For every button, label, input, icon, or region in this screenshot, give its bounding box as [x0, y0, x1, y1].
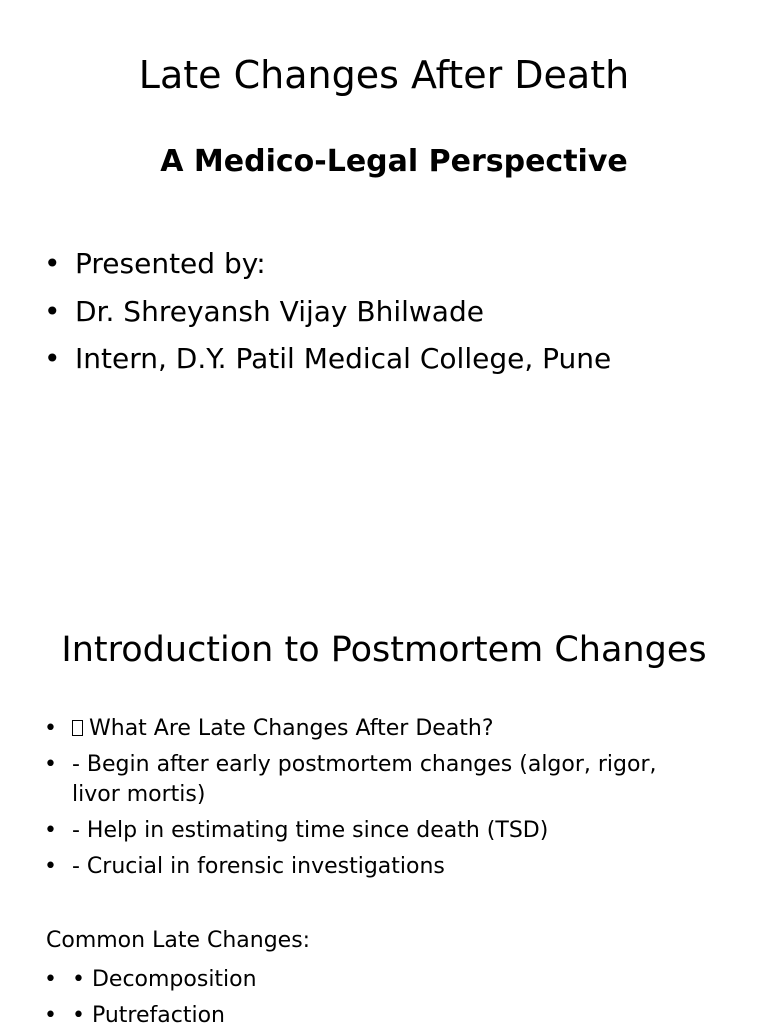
slide-subtitle: A Medico-Legal Perspective [160, 144, 628, 179]
slide-title: Introduction to Postmortem Changes [61, 630, 707, 670]
bullet-icon: • [44, 247, 61, 280]
list-item [44, 962, 257, 998]
list-item-text: - Crucial in forensic investigations [72, 854, 445, 879]
presenter-list [44, 240, 611, 383]
list-item-text: What Are Late Changes After Death? [89, 716, 494, 741]
bullet-icon: • [44, 716, 57, 741]
list-item [44, 714, 684, 744]
list-item-text: - Begin after early postmortem changes (algor, rigor, livor mortis) [72, 752, 657, 807]
bullet-icon: • [44, 818, 57, 843]
bullet-icon: • [44, 294, 61, 328]
missing-glyph-box-icon [72, 720, 83, 736]
list-item [44, 240, 611, 288]
common-changes-list [44, 962, 257, 1034]
bullet-icon: • [44, 967, 57, 992]
list-item-text: Dr. Shreyansh Vijay Bhilwade [75, 294, 484, 328]
bullet-icon: • [44, 752, 57, 777]
list-item [44, 998, 257, 1034]
list-item-text: Presented by: [75, 247, 266, 280]
list-item [44, 852, 684, 882]
bullet-icon: • [44, 1003, 57, 1028]
list-item-text: Intern, D.Y. Patil Medical College, Pune [75, 342, 612, 375]
list-item [44, 750, 684, 810]
list-item [44, 335, 611, 383]
intro-bullet-list [44, 714, 684, 888]
list-item [44, 288, 611, 336]
list-item-text: • Decomposition [72, 967, 257, 992]
list-item [44, 816, 684, 846]
list-item-text: - Help in estimating time since death (TSD) [72, 818, 549, 843]
introduction-slide [0, 576, 768, 1028]
list-item-text: • Putrefaction [72, 1003, 225, 1028]
slide-title: Late Changes After Death [138, 53, 630, 97]
bullet-icon: • [44, 342, 61, 375]
bullet-icon: • [44, 854, 57, 879]
common-changes-label: Common Late Changes: [46, 928, 311, 953]
